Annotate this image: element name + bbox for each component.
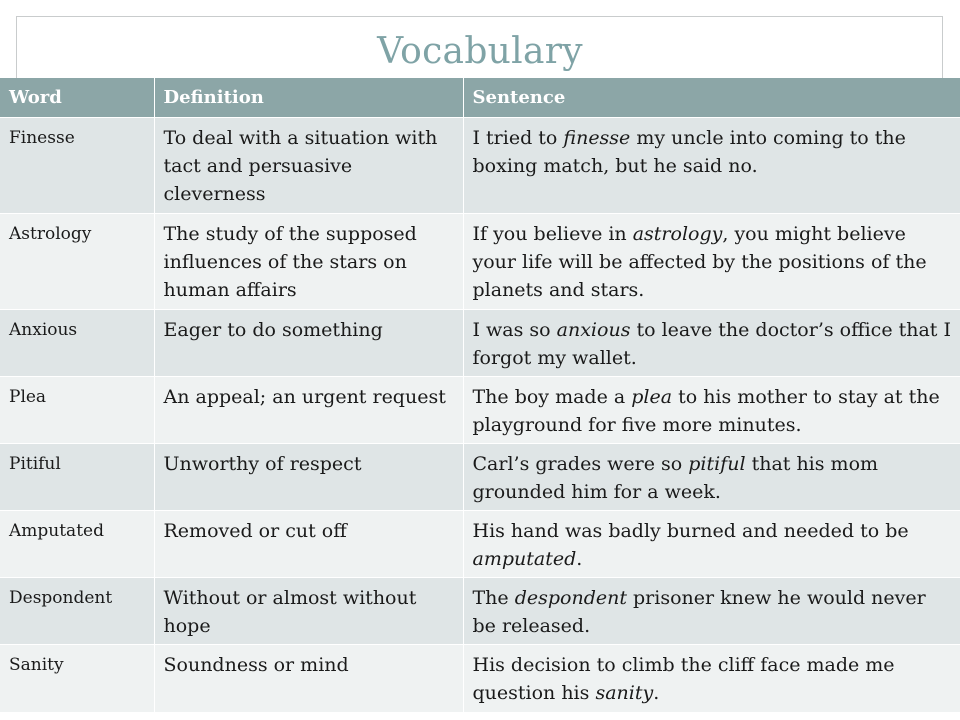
definition-cell: Unworthy of respect [154, 444, 463, 511]
sentence-term: anxious [556, 319, 631, 341]
table-row [0, 214, 960, 310]
sentence-term: amputated [472, 548, 577, 570]
sentence-text: . [653, 682, 660, 704]
table-row [0, 310, 960, 377]
sentence-text: . [576, 548, 583, 570]
sentence-text: The boy made a [472, 386, 632, 408]
sentence-term: finesse [563, 127, 631, 149]
sentence-cell [463, 578, 960, 645]
sentence-text: prisoner knew he would never be released. [472, 587, 926, 637]
table-row [0, 118, 960, 214]
sentence-text: I was so [472, 319, 557, 341]
sentence-text: to his mother to stay at the playground for five more minutes. [472, 386, 940, 436]
definition-cell: Removed or cut off [154, 511, 463, 578]
sentence-text: to leave the doctor’s office that I forgot my wallet. [472, 319, 951, 369]
sentence-cell [463, 645, 960, 712]
sentence-cell [463, 444, 960, 511]
sentence-text: His hand was badly burned and needed to be [472, 520, 909, 542]
sentence-term: sanity [595, 682, 654, 704]
column-header-definition: Definition [154, 78, 463, 118]
table-row [0, 645, 960, 712]
word-cell: Astrology [0, 214, 154, 310]
sentence-text: His decision to climb the cliff face made me question his [472, 654, 895, 704]
sentence-term: astrology [632, 223, 723, 245]
sentence-text: I tried to [472, 127, 564, 149]
definition-cell: Without or almost without hope [154, 578, 463, 645]
table-header-row [0, 78, 960, 118]
sentence-term: despondent [514, 587, 627, 609]
column-header-sentence: Sentence [463, 78, 960, 118]
sentence-text: , you might believe your life will be affected by the positions of the planets and stars. [472, 223, 927, 301]
table-row [0, 511, 960, 578]
word-cell: Pitiful [0, 444, 154, 511]
definition-cell: An appeal; an urgent request [154, 377, 463, 444]
sentence-text: If you believe in [472, 223, 633, 245]
table-row [0, 578, 960, 645]
word-cell: Despondent [0, 578, 154, 645]
definition-cell: Soundness or mind [154, 645, 463, 712]
word-cell: Plea [0, 377, 154, 444]
table-row [0, 377, 960, 444]
sentence-cell [463, 310, 960, 377]
table-row [0, 444, 960, 511]
word-cell: Sanity [0, 645, 154, 712]
sentence-text: that his mom grounded him for a week. [472, 453, 879, 503]
definition-cell: Eager to do something [154, 310, 463, 377]
vocabulary-table [0, 78, 960, 712]
word-cell: Amputated [0, 511, 154, 578]
word-cell: Anxious [0, 310, 154, 377]
sentence-cell [463, 214, 960, 310]
sentence-text: my uncle into coming to the boxing match, but he said no. [472, 127, 906, 177]
column-header-word: Word [0, 78, 154, 118]
definition-cell: The study of the supposed influences of the stars on human affairs [154, 214, 463, 310]
word-cell: Finesse [0, 118, 154, 214]
sentence-term: pitiful [688, 453, 746, 475]
sentence-cell [463, 511, 960, 578]
sentence-text: Carl’s grades were so [472, 453, 689, 475]
definition-cell: To deal with a situation with tact and persuasive cleverness [154, 118, 463, 214]
sentence-text: The [472, 587, 515, 609]
sentence-cell [463, 377, 960, 444]
sentence-term: plea [631, 386, 673, 408]
sentence-cell [463, 118, 960, 214]
slide-title: Vocabulary [377, 31, 583, 72]
